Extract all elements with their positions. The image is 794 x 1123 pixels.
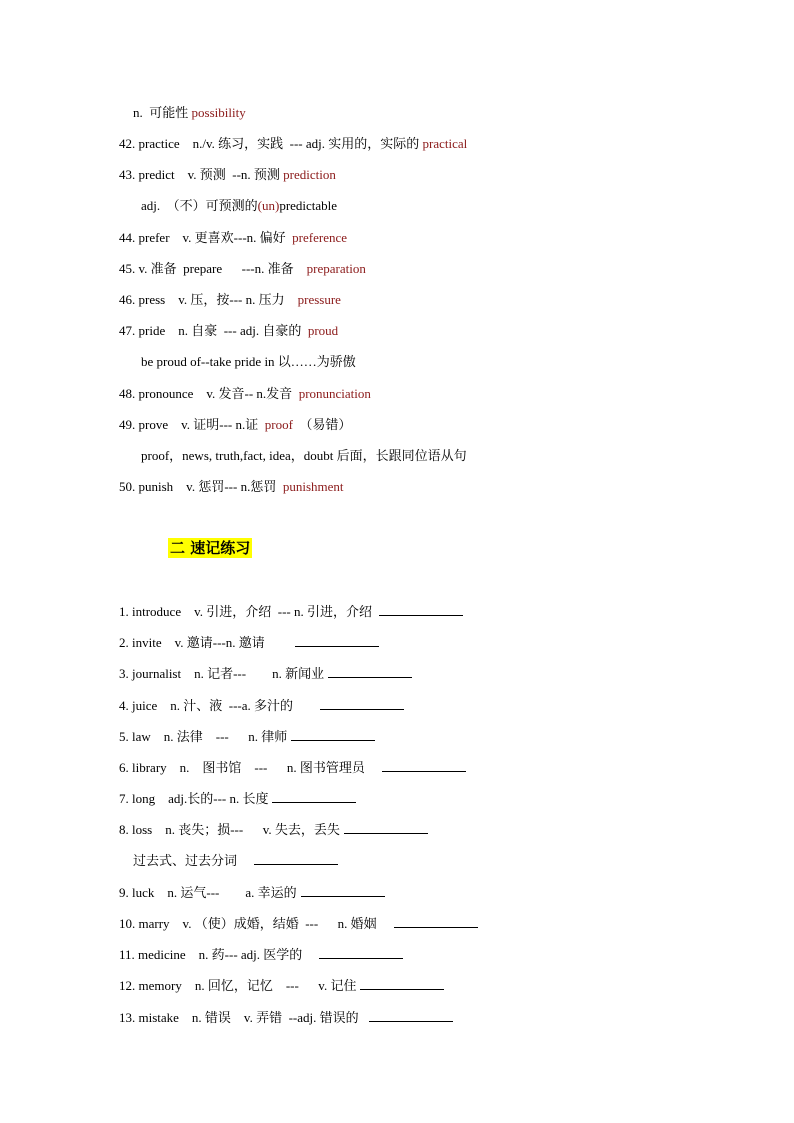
answer-word: pronunciation bbox=[298, 386, 371, 401]
answer-word: proud bbox=[307, 323, 339, 338]
exercise-line: 4. juice n. 汁、液 ---a. 多汁的 bbox=[119, 697, 404, 715]
answer-blank[interactable] bbox=[301, 884, 385, 897]
answer-word: (un) bbox=[257, 198, 280, 213]
entry-line: 42. practice n./v. 练习，实践 --- adj. 实用的，实际的 practical bbox=[119, 136, 468, 151]
answer-blank[interactable] bbox=[394, 915, 478, 928]
exercise-line: 8. loss n. 丧失；损--- v. 失去，丢失 bbox=[119, 821, 428, 839]
entry-line: 44. prefer v. 更喜欢---n. 偏好 preference bbox=[119, 230, 348, 245]
answer-blank[interactable] bbox=[295, 634, 379, 647]
answer-blank[interactable] bbox=[319, 946, 403, 959]
exercise-line: 10. marry v. （使）成婚，结婚 --- n. 婚姻 bbox=[119, 915, 478, 933]
entry-line: be proud of--take pride in 以……为骄傲 bbox=[141, 354, 356, 369]
entry-line: 50. punish v. 惩罚--- n.惩罚 punishment bbox=[119, 479, 344, 494]
entry-line: adj. （不）可预测的(un)predictable bbox=[141, 198, 338, 213]
answer-blank[interactable] bbox=[291, 728, 375, 741]
answer-blank[interactable] bbox=[379, 603, 463, 616]
exercise-line: 1. introduce v. 引进，介绍 --- n. 引进，介绍 bbox=[119, 603, 463, 621]
entry-line: 49. prove v. 证明--- n.证 proof （易错） bbox=[119, 417, 352, 432]
entry-line: proof，news, truth,fact, idea，doubt 后面，长跟同位语从句 bbox=[141, 448, 467, 463]
answer-blank[interactable] bbox=[320, 697, 404, 710]
answer-word: preference bbox=[292, 230, 348, 245]
answer-word: punishment bbox=[282, 479, 344, 494]
answer-word: possibility bbox=[191, 105, 246, 120]
exercise-line: 5. law n. 法律 --- n. 律师 bbox=[119, 728, 375, 746]
exercise-line: 11. medicine n. 药--- adj. 医学的 bbox=[119, 946, 403, 964]
entry-line: 48. pronounce v. 发音-- n.发音 pronunciation bbox=[119, 386, 371, 401]
answer-word: prediction bbox=[283, 167, 336, 182]
answer-blank[interactable] bbox=[382, 759, 466, 772]
exercise-line: 2. invite v. 邀请---n. 邀请 bbox=[119, 634, 379, 652]
answer-blank[interactable] bbox=[369, 1009, 453, 1022]
exercise-line: 9. luck n. 运气--- a. 幸运的 bbox=[119, 884, 385, 902]
answer-word: pressure bbox=[297, 292, 341, 307]
entry-line: 46. press v. 压，按--- n. 压力 pressure bbox=[119, 292, 341, 307]
exercise-line: 3. journalist n. 记者--- n. 新闻业 bbox=[119, 665, 412, 683]
answer-blank[interactable] bbox=[344, 821, 428, 834]
answer-word: proof bbox=[264, 417, 293, 432]
exercise-line: 12. memory n. 回忆，记忆 --- v. 记住 bbox=[119, 977, 444, 995]
entry-line: 43. predict v. 预测 --n. 预测 prediction bbox=[119, 167, 336, 182]
entry-line: 45. v. 准备 prepare ---n. 准备 preparation bbox=[119, 261, 366, 276]
answer-word: preparation bbox=[306, 261, 366, 276]
exercise-line: 7. long adj.长的--- n. 长度 bbox=[119, 790, 356, 808]
answer-blank[interactable] bbox=[328, 665, 412, 678]
entry-line: n. 可能性 possibility bbox=[133, 105, 246, 120]
exercise-line: 13. mistake n. 错误 v. 弄错 --adj. 错误的 bbox=[119, 1009, 453, 1027]
exercise-line: 过去式、过去分词 bbox=[133, 852, 338, 870]
entry-line: 47. pride n. 自豪 --- adj. 自豪的 proud bbox=[119, 323, 339, 338]
answer-blank[interactable] bbox=[360, 977, 444, 990]
exercise-line: 6. library n. 图书馆 --- n. 图书管理员 bbox=[119, 759, 466, 777]
answer-blank[interactable] bbox=[272, 790, 356, 803]
answer-word: practical bbox=[422, 136, 468, 151]
section-title: 二 速记练习 bbox=[170, 539, 251, 557]
answer-blank[interactable] bbox=[254, 852, 338, 865]
